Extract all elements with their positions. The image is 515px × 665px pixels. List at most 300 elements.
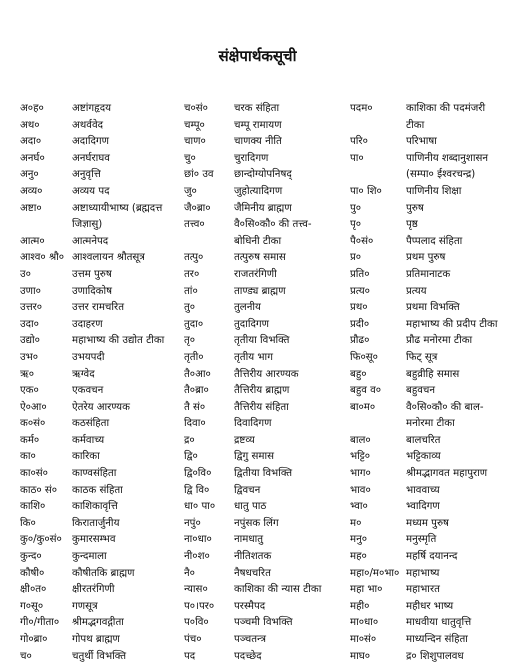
abbreviation-entry	[184, 449, 350, 466]
abbreviation-entry	[350, 549, 510, 566]
meaning-line: कुमारसम्भव	[72, 534, 116, 546]
abbreviation-entry	[184, 599, 350, 616]
abbreviation: पा०	[350, 152, 364, 164]
abbreviation: तै०आ०	[184, 368, 211, 380]
abbreviation-entry	[350, 284, 510, 301]
abbreviation-entry	[184, 416, 350, 433]
meaning-line: कुन्दमाला	[72, 551, 107, 563]
abbreviation-meaning	[406, 499, 510, 516]
abbreviation-entry	[20, 333, 178, 350]
abbreviation: अ०ह०	[20, 103, 44, 114]
abbreviation-entry	[184, 201, 350, 218]
abbreviation-meaning	[72, 167, 178, 184]
abbreviation: प्रदी०	[350, 318, 370, 330]
abbreviation-entry	[184, 367, 350, 384]
abbreviation-entry	[184, 582, 350, 599]
meaning-line: मनोरमा टीका	[406, 418, 455, 430]
abbreviation: काठ० सं०	[20, 484, 58, 496]
abbreviation-entry	[20, 267, 178, 284]
abbreviation: पदम०	[350, 103, 373, 114]
abbreviation-meaning	[234, 615, 350, 632]
abbreviation-meaning	[406, 599, 510, 616]
meaning-line: एकवचन	[72, 385, 104, 397]
meaning-line: पदच्छेद	[234, 650, 262, 662]
meaning-line: गणसूत्र	[72, 600, 98, 612]
abbreviation-meaning	[234, 499, 350, 516]
abbreviation-meaning	[234, 151, 350, 168]
meaning-line: चरक संहिता	[234, 103, 280, 114]
meaning-line: तृतीया विभक्ति	[234, 335, 290, 347]
abbreviation-entry	[20, 317, 178, 334]
abbreviation-entry	[20, 400, 178, 417]
abbreviation: भाव०	[350, 484, 371, 496]
abbreviation-entry	[20, 383, 178, 400]
abbreviation-meaning	[406, 449, 510, 466]
abbreviation-meaning	[234, 599, 350, 616]
abbreviation: क०सं०	[20, 418, 46, 430]
abbreviation-meaning	[72, 383, 178, 400]
meaning-line: नपुंसक लिंग	[234, 517, 279, 529]
abbreviation: बहुव व०	[350, 385, 382, 397]
column-2	[184, 101, 350, 665]
abbreviation-meaning	[72, 367, 178, 384]
abbreviation: तृ०	[184, 335, 196, 347]
abbreviation: न्यास०	[184, 584, 208, 596]
abbreviation: नपुं०	[184, 517, 201, 529]
abbreviation: प्रथ०	[350, 302, 368, 314]
meaning-line: उभयपदी	[72, 351, 105, 363]
meaning-line: आत्मनेपद	[72, 235, 109, 247]
abbreviation-meaning	[234, 632, 350, 649]
meaning-line: पाणिनीय शब्दानुशासन	[406, 152, 488, 164]
abbreviation-meaning	[234, 333, 350, 350]
abbreviation-meaning	[72, 549, 178, 566]
abbreviation-meaning	[72, 134, 178, 151]
abbreviation-entry	[350, 234, 510, 251]
meaning-line: तत्पुरुष समास	[234, 252, 286, 264]
meaning-line: बहुवचन	[406, 385, 436, 397]
abbreviation: का०	[20, 451, 36, 463]
abbreviation: फि०सू०	[350, 351, 378, 363]
abbreviation: प०वि०	[184, 617, 209, 629]
abbreviation: छां० उव	[184, 169, 214, 181]
meaning-line: छान्दोग्योपनिषद्	[234, 169, 292, 181]
abbreviation-entry	[184, 250, 350, 267]
meaning-line: काण्वसंहिता	[72, 468, 117, 480]
meaning-line: पञ्चमी विभक्ति	[234, 617, 293, 629]
abbreviation-meaning	[406, 433, 510, 450]
abbreviation-entry	[20, 101, 178, 118]
abbreviation-entry	[184, 350, 350, 367]
meaning-line: पञ्चतन्त्र	[234, 634, 266, 645]
abbreviation-entry	[184, 400, 350, 417]
abbreviation-entry	[184, 184, 350, 201]
page-title: संक्षेपार्थकसूची	[218, 47, 297, 65]
abbreviation-meaning	[72, 101, 178, 118]
abbreviation: द्वि०वि०	[184, 468, 212, 480]
abbreviation: माघ०	[350, 650, 371, 662]
abbreviation: उद्यो०	[20, 335, 40, 347]
abbreviation-meaning	[406, 516, 510, 533]
abbreviation-meaning	[72, 300, 178, 317]
abbreviation: पद	[184, 650, 196, 662]
abbreviation: मा०धा०	[350, 617, 379, 629]
abbreviation-meaning	[72, 649, 178, 665]
abbreviation-entry	[350, 267, 510, 284]
abbreviation-meaning	[234, 217, 350, 250]
abbreviation: धा० पा०	[184, 501, 216, 513]
abbreviation-entry	[184, 151, 350, 168]
meaning-line: महीधर भाष्य	[406, 600, 454, 612]
abbreviation-entry	[184, 284, 350, 301]
abbreviation-entry	[184, 649, 350, 665]
abbreviation-entry	[350, 317, 510, 334]
abbreviation: अदा०	[20, 136, 42, 148]
meaning-line: किरातार्जुनीय	[72, 517, 120, 529]
abbreviation-meaning	[72, 400, 178, 417]
abbreviation: चु०	[184, 152, 196, 164]
meaning-line: भ्वादिगण	[406, 501, 440, 513]
abbreviation-meaning	[234, 101, 350, 118]
abbreviation-entry	[20, 234, 178, 251]
abbreviation-meaning	[72, 350, 178, 367]
abbreviation: बाल०	[350, 434, 371, 446]
abbreviation-entry	[20, 466, 178, 483]
abbreviation-meaning	[406, 101, 510, 134]
abbreviation-entry	[20, 151, 178, 168]
meaning-line: प्रत्यय	[406, 285, 427, 297]
meaning-line: क्षीरतरंगिणी	[72, 584, 115, 596]
abbreviation-entry	[350, 566, 510, 583]
abbreviation: बा०म०	[350, 401, 376, 413]
abbreviation-meaning	[72, 151, 178, 168]
abbreviation: बहु०	[350, 368, 367, 380]
abbreviation-meaning	[72, 532, 178, 549]
abbreviation-meaning	[72, 499, 178, 516]
abbreviation: प्रौढ०	[350, 335, 370, 347]
abbreviation: उभ०	[20, 351, 39, 363]
meaning-line: तुलनीय	[234, 302, 261, 314]
abbreviation-meaning	[406, 267, 510, 284]
meaning-line: पुरुष	[406, 202, 424, 214]
meaning-line: उत्तम पुरुष	[72, 268, 112, 280]
abbreviation-meaning	[406, 466, 510, 483]
abbreviation: कौषी०	[20, 567, 45, 579]
abbreviation: आश्व० श्रौ०	[20, 252, 65, 264]
abbreviation-entry	[350, 350, 510, 367]
meaning-line: बालचरित	[406, 434, 441, 446]
meaning-line: मनुस्मृति	[406, 534, 437, 546]
meaning-line: नैषधचरित	[234, 567, 271, 579]
abbreviation-meaning	[234, 532, 350, 549]
meaning-line: भाववाच्य	[406, 484, 440, 496]
meaning-line: ताण्ड्य ब्राह्मण	[234, 285, 286, 297]
meaning-line: वै०सि०कौ० की तत्त्व-	[234, 219, 312, 231]
abbreviation-meaning	[72, 599, 178, 616]
abbreviation-entry	[20, 582, 178, 599]
abbreviation-meaning	[406, 632, 510, 649]
abbreviation-entry	[20, 649, 178, 665]
abbreviation-entry	[350, 499, 510, 516]
abbreviation-entry	[350, 483, 510, 500]
meaning-line: माध्यन्दिन संहिता	[406, 634, 468, 645]
abbreviation-meaning	[234, 549, 350, 566]
abbreviation-entry	[184, 300, 350, 317]
meaning-line: पैप्पलाद संहिता	[406, 235, 463, 247]
meaning-line: तैत्तिरीय आरण्यक	[234, 368, 299, 380]
abbreviation-entry	[20, 416, 178, 433]
abbreviation-meaning	[234, 250, 350, 267]
abbreviation-entry	[350, 201, 510, 218]
abbreviation-entry	[20, 134, 178, 151]
abbreviation-entry	[184, 466, 350, 483]
abbreviation-entry	[184, 134, 350, 151]
meaning-line: टीका	[406, 119, 425, 131]
abbreviation: च०	[20, 650, 32, 662]
abbreviation: पु०	[350, 202, 362, 214]
abbreviation-meaning	[406, 649, 510, 665]
abbreviation: भट्टि०	[350, 451, 371, 463]
meaning-line: उत्तर रामचरित	[72, 302, 125, 314]
abbreviation-entry	[20, 483, 178, 500]
abbreviation-meaning	[72, 284, 178, 301]
abbreviation: ऋ०	[20, 368, 34, 380]
meaning-line: चुरादिगण	[234, 152, 269, 164]
abbreviation-entry	[184, 483, 350, 500]
abbreviation-meaning	[234, 516, 350, 533]
abbreviation-meaning	[234, 433, 350, 450]
abbreviation-meaning	[234, 184, 350, 201]
abbreviation: आत्म०	[20, 235, 45, 247]
abbreviation: म०	[350, 517, 362, 529]
abbreviation-entry	[350, 101, 510, 134]
abbreviation-entry	[350, 433, 510, 450]
meaning-line: द्र० शिशुपालवध	[406, 650, 464, 662]
abbreviation-meaning	[72, 267, 178, 284]
abbreviation-entry	[184, 516, 350, 533]
column-3	[350, 101, 510, 665]
abbreviation-entry	[350, 151, 510, 184]
meaning-line: चाणक्य नीति	[234, 136, 282, 148]
meaning-line: चतुर्थी विभक्ति	[72, 650, 127, 662]
abbreviation-entry	[350, 649, 510, 665]
abbreviation-entry	[184, 267, 350, 284]
abbreviation-entry	[350, 615, 510, 632]
abbreviation: उत्तर०	[20, 302, 43, 314]
abbreviation-entry	[20, 433, 178, 450]
abbreviation-entry	[350, 333, 510, 350]
meaning-line: अव्यय पद	[72, 185, 110, 197]
abbreviation-entry	[350, 466, 510, 483]
abbreviation-entry	[20, 118, 178, 135]
meaning-line: जुहोत्यादिगण	[234, 185, 283, 197]
abbreviation-entry	[350, 449, 510, 466]
meaning-line: बहुव्रीहि समास	[406, 368, 460, 380]
meaning-line: पृष्ठ	[406, 219, 418, 231]
meaning-line: जिज्ञासु)	[72, 219, 103, 231]
abbreviation-entry	[350, 383, 510, 400]
abbreviation-entry	[20, 599, 178, 616]
meaning-line: काशिकावृत्ति	[72, 501, 118, 513]
abbreviation-meaning	[406, 549, 510, 566]
abbreviation-entry	[20, 201, 178, 234]
abbreviation-meaning	[72, 234, 178, 251]
abbreviation-meaning	[72, 201, 178, 234]
abbreviation: अनर्घ०	[20, 152, 45, 164]
meaning-line: श्रीमद्भागवत महापुराण	[406, 468, 488, 480]
abbreviation-entry	[350, 400, 510, 433]
abbreviation-meaning	[406, 317, 510, 334]
abbreviation-meaning	[234, 449, 350, 466]
abbreviation: मा०सं०	[350, 634, 377, 645]
abbreviation: क्षी०त०	[20, 584, 47, 596]
meaning-line: जैमिनीय ब्राह्मण	[234, 202, 292, 214]
abbreviation: जु०	[184, 185, 197, 197]
abbreviation-meaning	[72, 483, 178, 500]
abbreviation: प्रति०	[350, 268, 370, 280]
abbreviation-meaning	[406, 582, 510, 599]
abbreviation: द्वि०	[184, 451, 198, 463]
abbreviation-meaning	[406, 300, 510, 317]
abbreviation-meaning	[72, 449, 178, 466]
meaning-line: द्विवचन	[234, 484, 261, 496]
meaning-line: काशिका की पदमंजरी	[406, 103, 486, 114]
abbreviation: गो०ब्रा०	[20, 634, 48, 645]
abbreviation-meaning	[406, 201, 510, 218]
abbreviation: उ०	[20, 268, 31, 280]
abbreviation-entry	[184, 383, 350, 400]
abbreviation: नी०श०	[184, 551, 210, 563]
abbreviation: तां०	[184, 285, 198, 297]
abbreviation-meaning	[234, 367, 350, 384]
abbreviation-meaning	[406, 234, 510, 251]
abbreviation-entry	[20, 516, 178, 533]
abbreviation-entry	[20, 532, 178, 549]
abbreviation: गी०/गीता०	[20, 617, 60, 629]
abbreviation-entry	[184, 549, 350, 566]
abbreviation-entry	[184, 632, 350, 649]
abbreviation: कु०/कु०सं०	[20, 534, 62, 546]
meaning-line: पाणिनीय शिक्षा	[406, 185, 462, 197]
abbreviation: कुन्द०	[20, 551, 42, 563]
abbreviation: उणा०	[20, 285, 41, 297]
abbreviation: मनु०	[350, 534, 368, 546]
abbreviation: तु०	[184, 302, 196, 314]
meaning-line: महाभारत	[406, 584, 440, 596]
meaning-line: अनुवृत्ति	[72, 169, 101, 181]
abbreviation-meaning	[406, 284, 510, 301]
abbreviation: चम्पू०	[184, 119, 205, 131]
abbreviation-meaning	[406, 400, 510, 433]
meaning-line: बोधिनी टीका	[234, 235, 282, 247]
abbreviation-entry	[20, 184, 178, 201]
abbreviation-meaning	[72, 516, 178, 533]
abbreviation-meaning	[72, 317, 178, 334]
abbreviation-meaning	[406, 217, 510, 234]
abbreviation: द्र०	[184, 434, 195, 446]
meaning-line: नीतिशतक	[234, 551, 272, 563]
abbreviation-entry	[20, 615, 178, 632]
meaning-line: भट्टिकाव्य	[406, 451, 441, 463]
meaning-line: अष्टाध्यायीभाष्य (ब्रह्मदत्त	[72, 202, 163, 214]
abbreviation: पृ०	[350, 219, 362, 231]
column-1	[20, 101, 178, 665]
abbreviation-entry	[20, 566, 178, 583]
abbreviation-list	[10, 101, 510, 662]
abbreviation: च०सं०	[184, 103, 208, 114]
abbreviation-entry	[20, 449, 178, 466]
abbreviation: द्वि वि०	[184, 484, 210, 496]
abbreviation-entry	[350, 300, 510, 317]
meaning-line: तैत्तिरीय ब्राह्मण	[234, 385, 290, 397]
abbreviation-meaning	[406, 184, 510, 201]
meaning-line: द्रष्टव्य	[234, 434, 255, 446]
abbreviation: मह०	[350, 551, 367, 563]
abbreviation-meaning	[234, 649, 350, 665]
abbreviation: जै०ब्रा०	[184, 202, 211, 214]
abbreviation-meaning	[406, 383, 510, 400]
abbreviation: भाग०	[350, 468, 371, 480]
abbreviation: चाण०	[184, 136, 206, 148]
meaning-line: काशिका की न्यास टीका	[234, 584, 322, 596]
abbreviation: प्रत्य०	[350, 285, 370, 297]
abbreviation-meaning	[234, 416, 350, 433]
abbreviation-entry	[20, 632, 178, 649]
abbreviation-entry	[20, 350, 178, 367]
abbreviation: पा० शि०	[350, 185, 382, 197]
meaning-line: अथर्ववेद	[72, 119, 104, 131]
abbreviation: महा०/म०भा०	[350, 567, 400, 579]
abbreviation: तै०ब्रा०	[184, 385, 209, 397]
meaning-line: कठसंहिता	[72, 418, 110, 430]
abbreviation-entry	[20, 499, 178, 516]
abbreviation: उदा०	[20, 318, 39, 330]
abbreviation-meaning	[234, 400, 350, 417]
meaning-line: धातु पाठ	[234, 501, 267, 513]
meaning-line: कर्मवाच्य	[72, 434, 105, 446]
abbreviation-entry	[184, 532, 350, 549]
abbreviation-meaning	[406, 367, 510, 384]
abbreviation: ऐ०आ०	[20, 401, 47, 413]
meaning-line: (सम्पा० ईश्वरचन्द्र)	[406, 169, 476, 181]
abbreviation-meaning	[234, 167, 350, 184]
meaning-line: तृतीय भाग	[234, 351, 273, 363]
abbreviation: प०।पर०	[184, 600, 215, 612]
abbreviation-meaning	[72, 466, 178, 483]
abbreviation-entry	[184, 615, 350, 632]
abbreviation-meaning	[72, 333, 178, 350]
meaning-line: परिभाषा	[406, 136, 437, 148]
abbreviation-meaning	[234, 317, 350, 334]
abbreviation-entry	[20, 167, 178, 184]
abbreviation: महा भा०	[350, 584, 383, 596]
abbreviation-meaning	[234, 134, 350, 151]
meaning-line: माधवीया धातुवृत्ति	[406, 617, 472, 629]
abbreviation-meaning	[72, 250, 178, 267]
abbreviation: तै सं०	[184, 401, 206, 413]
abbreviation-meaning	[234, 267, 350, 284]
meaning-line: महर्षि दयानन्द	[406, 551, 458, 563]
meaning-line: दिवादिगण	[234, 418, 272, 430]
meaning-line: आश्वलायन श्रौतसूत्र	[72, 252, 145, 264]
abbreviation-entry	[184, 217, 350, 250]
abbreviation-entry	[350, 632, 510, 649]
abbreviation-entry	[184, 118, 350, 135]
abbreviation-meaning	[406, 151, 510, 184]
abbreviation-entry	[350, 134, 510, 151]
meaning-line: काठक संहिता	[72, 484, 123, 496]
abbreviation: ना०धा०	[184, 534, 212, 546]
